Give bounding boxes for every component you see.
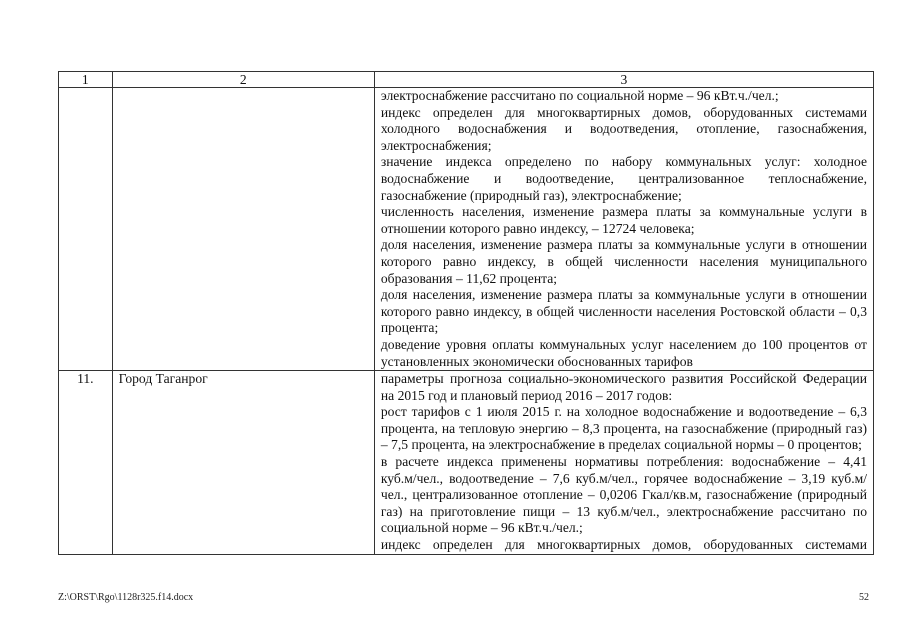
- parameter-paragraph: численность населения, изменение размера платы за коммунальные услуги в отношении которого равно индексу, – 12724 человека;: [380, 204, 867, 236]
- row-number: 11.: [59, 371, 113, 555]
- table-row: [59, 371, 874, 555]
- table-header-row: [59, 72, 874, 88]
- parameter-paragraph: параметры прогноза социально-экономического развития Российской Федерации на 2015 год и плановый период 2016 – 2017 годов:: [380, 371, 867, 403]
- parameter-paragraph: электроснабжение рассчитано по социальной норме – 96 кВт.ч./чел.;: [380, 88, 779, 103]
- parameter-paragraph: доля населения, изменение размера платы за коммунальные услуги в отношении которого равно индексу, в общей численности населения Ростовской области – 0,3 процента;: [380, 287, 867, 336]
- parameter-paragraph: рост тарифов с 1 июля 2015 г. на холодное водоснабжение и водоотведение – 6,3 процента, на тепловую энергию – 8,3 процента, на газоснабжение (природный газ) – 7,5 процента, на электроснабжение в пределах социальной нормы – 0 процентов;: [380, 404, 867, 453]
- parameter-paragraph: индекс определен для многоквартирных домов, оборудованных системами холодного водоснабжения и водоотведения, отопление, газоснабжения, электроснабжения;: [380, 104, 867, 153]
- index-table: [58, 71, 874, 555]
- table-row: [59, 88, 874, 371]
- header-col-1: 1: [59, 72, 113, 88]
- parameter-paragraph: в расчете индекса применены нормативы потребления: водоснабжение – 4,41 куб.м/чел., водоотведение – 7,6 куб.м/чел., горячее водоснабжение – 3,19 куб.м/чел., централизованное отопление – 0,0206 Гкал/кв.м, газоснабжение (природный газ) на приготовление пищи – 13 куб.м/чел., электроснабжение рассчитано по социальной норме – 96 кВт.ч./чел.;: [380, 454, 867, 536]
- header-col-2: 2: [112, 72, 374, 88]
- municipality-name: Город Таганрог: [112, 371, 374, 555]
- parameter-paragraph: значение индекса определено по набору коммунальных услуг: холодное водоснабжение и водоотведение, централизованное теплоснабжение, газоснабжение (природный газ), электроснабжение;: [380, 154, 867, 203]
- parameters-cell: [374, 88, 873, 371]
- parameter-paragraph: доведение уровня оплаты коммунальных услуг населением до 100 процентов от установленных экономически обоснованных тарифов: [380, 336, 867, 369]
- page-number: 52: [859, 592, 869, 603]
- parameters-cell: [374, 371, 873, 555]
- row-number: [59, 88, 113, 371]
- footer-file-path: Z:\ORST\Rgo\1128r325.f14.docx: [58, 592, 194, 603]
- parameter-paragraph: доля населения, изменение размера платы за коммунальные услуги в отношении которого равно индексу, в общей численности населения муниципального образования – 11,62 процента;: [380, 237, 867, 286]
- municipality-name: [112, 88, 374, 371]
- parameter-paragraph: индекс определен для многоквартирных домов, оборудованных системами: [380, 537, 867, 553]
- header-col-3: 3: [374, 72, 873, 88]
